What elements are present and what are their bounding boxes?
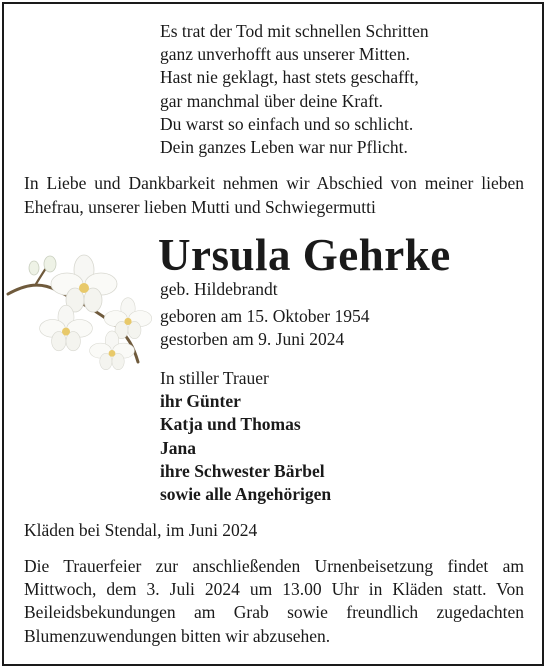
life-dates: [160, 305, 369, 351]
poem-line: Dein ganzes Leben war nur Pflicht.: [160, 137, 408, 158]
poem-line: Du warst so einfach und so schlicht.: [160, 113, 414, 134]
poem-line: Es trat der Tod mit schnellen Schritten: [160, 21, 429, 41]
birth-date: geboren am 15. Oktober 1954: [160, 306, 370, 326]
intro-text: In Liebe und Dankbarkeit nehmen wir Abschied von meiner lieben Ehefrau, unserer lieben Mutti und Schwiegermutti: [24, 173, 524, 217]
mourners-list: [160, 367, 331, 506]
orchid-flower-icon: [6, 244, 156, 374]
mourner-name: Jana: [160, 437, 196, 458]
place-date: Kläden bei Stendal, im Juni 2024: [24, 520, 258, 540]
deceased-name: Ursula Gehrke: [158, 230, 451, 280]
mourner-name: ihre Schwester Bärbel: [160, 460, 325, 481]
poem-line: gar manchmal über deine Kraft.: [160, 90, 384, 111]
mourners-heading: In stiller Trauer: [160, 368, 269, 388]
birth-name: geb. Hildebrandt: [160, 279, 278, 299]
mourner-name: Katja und Thomas: [160, 414, 301, 435]
memorial-poem: [160, 20, 429, 159]
funeral-notice: Die Trauerfeier zur anschließenden Urnenbeisetzung findet am Mittwoch, dem 3. Juli 2024 um 13.00 Uhr in Kläden statt. Von Beileidsbekundungen am Grab sowie freundlich zugedachten Blumenzuwendungen bitten wir abzusehen.: [24, 556, 524, 646]
mourner-name: ihr Günter: [160, 391, 241, 412]
poem-line: Hast nie geklagt, hast stets geschafft,: [160, 67, 419, 88]
mourner-name: sowie alle Angehörigen: [160, 484, 332, 505]
death-date: gestorben am 9. Juni 2024: [160, 329, 345, 349]
poem-line: ganz unverhofft aus unserer Mitten.: [160, 44, 410, 65]
